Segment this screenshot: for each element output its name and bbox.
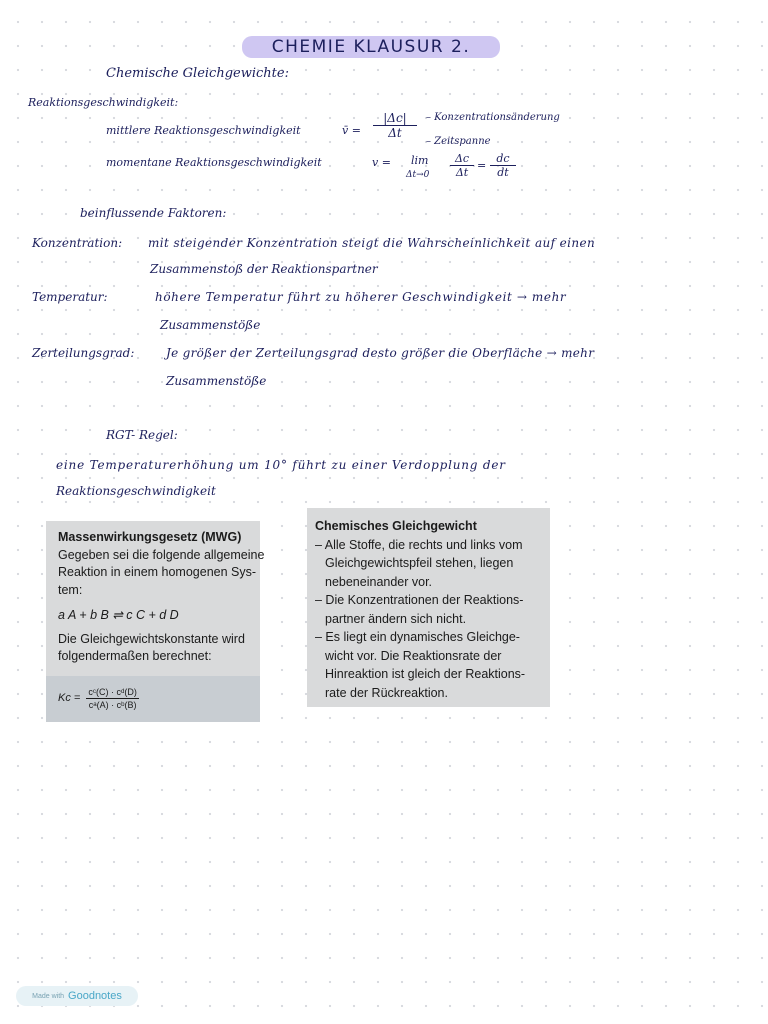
reaktion-heading: Reaktionsgeschwindigkeit: — [28, 96, 179, 109]
temperatur-label: Temperatur: — [32, 290, 108, 304]
gleichgewicht-line: – Es liegt ein dynamisches Gleichge- — [315, 630, 520, 644]
mwg-line: tem: — [58, 582, 83, 597]
kc-fraction — [86, 686, 139, 711]
zerteilungsgrad-text-line2: Zusammenstöße — [166, 374, 267, 388]
konzentration-text-line1: mit steigender Konzentration steigt die Wahrscheinlichkeit auf einen — [148, 236, 596, 250]
kc-formula — [46, 676, 260, 722]
badge-small-text: Made with — [32, 992, 65, 1000]
kc-numerator: cᶜ(C) · cᵈ(D) — [88, 687, 137, 697]
momentane-fraction-2 — [490, 152, 516, 179]
zerteilungsgrad-label: Zerteilungsgrad: — [32, 346, 135, 360]
fraction-2-numerator: dc — [490, 152, 516, 166]
mittlere-symbol: v̄ = — [342, 124, 361, 137]
gleichgewicht-line: partner ändern sich nicht. — [325, 611, 467, 626]
temperatur-text-line1: höhere Temperatur führt zu höherer Geschwindigkeit → mehr — [155, 290, 567, 304]
gleichgewicht-box — [307, 508, 550, 707]
konz-note: – Konzentrationsänderung — [426, 112, 560, 123]
subtitle: Chemische Gleichgewichte: — [106, 66, 289, 81]
gleichgewicht-line: Gleichgewichtspfeil stehen, liegen — [325, 556, 514, 570]
kc-symbol: Kc = — [58, 691, 81, 704]
mittlere-numerator: |Δc| — [373, 111, 417, 126]
mwg-box — [46, 521, 265, 710]
momentane-fraction-1 — [450, 152, 474, 179]
fraction-1-numerator: Δc — [450, 152, 474, 166]
fraction-2-denominator: dt — [497, 166, 509, 179]
lim-subscript: Δt→0 — [406, 170, 430, 180]
momentane-label: momentane Reaktionsgeschwindigkeit — [106, 156, 322, 169]
mittlere-fraction — [373, 111, 417, 140]
gleichgewicht-line: – Alle Stoffe, die rechts und links vom — [315, 537, 523, 552]
gleichgewicht-line: Hinreaktion ist gleich der Reaktions- — [325, 667, 526, 681]
konzentration-text-line2: Zusammenstoß der Reaktionspartner — [150, 262, 378, 276]
page-title: CHEMIE KLAUSUR 2. — [242, 36, 500, 58]
mittlere-label: mittlere Reaktionsgeschwindigkeit — [106, 124, 301, 137]
konzentration-label: Konzentration: — [32, 236, 123, 250]
goodnotes-logo: Goodnotes — [68, 990, 122, 1002]
gleichgewicht-title: Chemisches Gleichgewicht — [315, 519, 477, 533]
faktoren-heading: beinflussende Faktoren: — [80, 206, 227, 220]
rgt-text-line2: Reaktionsgeschwindigkeit — [56, 484, 216, 498]
mwg-line: folgendermaßen berechnet: — [58, 649, 212, 663]
zerteilungsgrad-text-line1: Je größer der Zerteilungsgrad desto größer die Oberfläche → mehr — [166, 346, 595, 360]
fraction-1-denominator: Δt — [455, 166, 469, 179]
mwg-line: Reaktion in einem homogenen Sys- — [58, 565, 257, 579]
mwg-line: Die Gleichgewichtskonstante wird — [58, 631, 245, 646]
goodnotes-badge[interactable] — [16, 986, 138, 1006]
momentane-symbol: v = — [372, 156, 391, 169]
zeit-note: – Zeitspanne — [426, 136, 491, 147]
mittlere-denominator: Δt — [388, 126, 402, 140]
gleichgewicht-line: nebeneinander vor. — [325, 574, 433, 589]
mwg-line: Gegeben sei die folgende allgemeine — [58, 547, 265, 562]
mwg-reaction-equation: a A + b B ⇌ c C + d D — [58, 608, 179, 622]
equals-sign: = — [477, 159, 487, 172]
mwg-title: Massenwirkungsgesetz (MWG) — [58, 530, 242, 544]
rgt-heading: RGT- Regel: — [106, 428, 178, 442]
lim-text: lim — [411, 154, 429, 167]
gleichgewicht-line: rate der Rückreaktion. — [325, 685, 448, 700]
temperatur-text-line2: Zusammenstöße — [160, 318, 261, 332]
rgt-text-line1: eine Temperaturerhöhung um 10° führt zu einer Verdopplung der — [56, 458, 506, 472]
gleichgewicht-line: – Die Konzentrationen der Reaktions- — [315, 593, 524, 607]
gleichgewicht-line: wicht vor. Die Reaktionsrate der — [325, 648, 502, 663]
kc-denominator: cᵃ(A) · cᵇ(B) — [88, 700, 137, 710]
